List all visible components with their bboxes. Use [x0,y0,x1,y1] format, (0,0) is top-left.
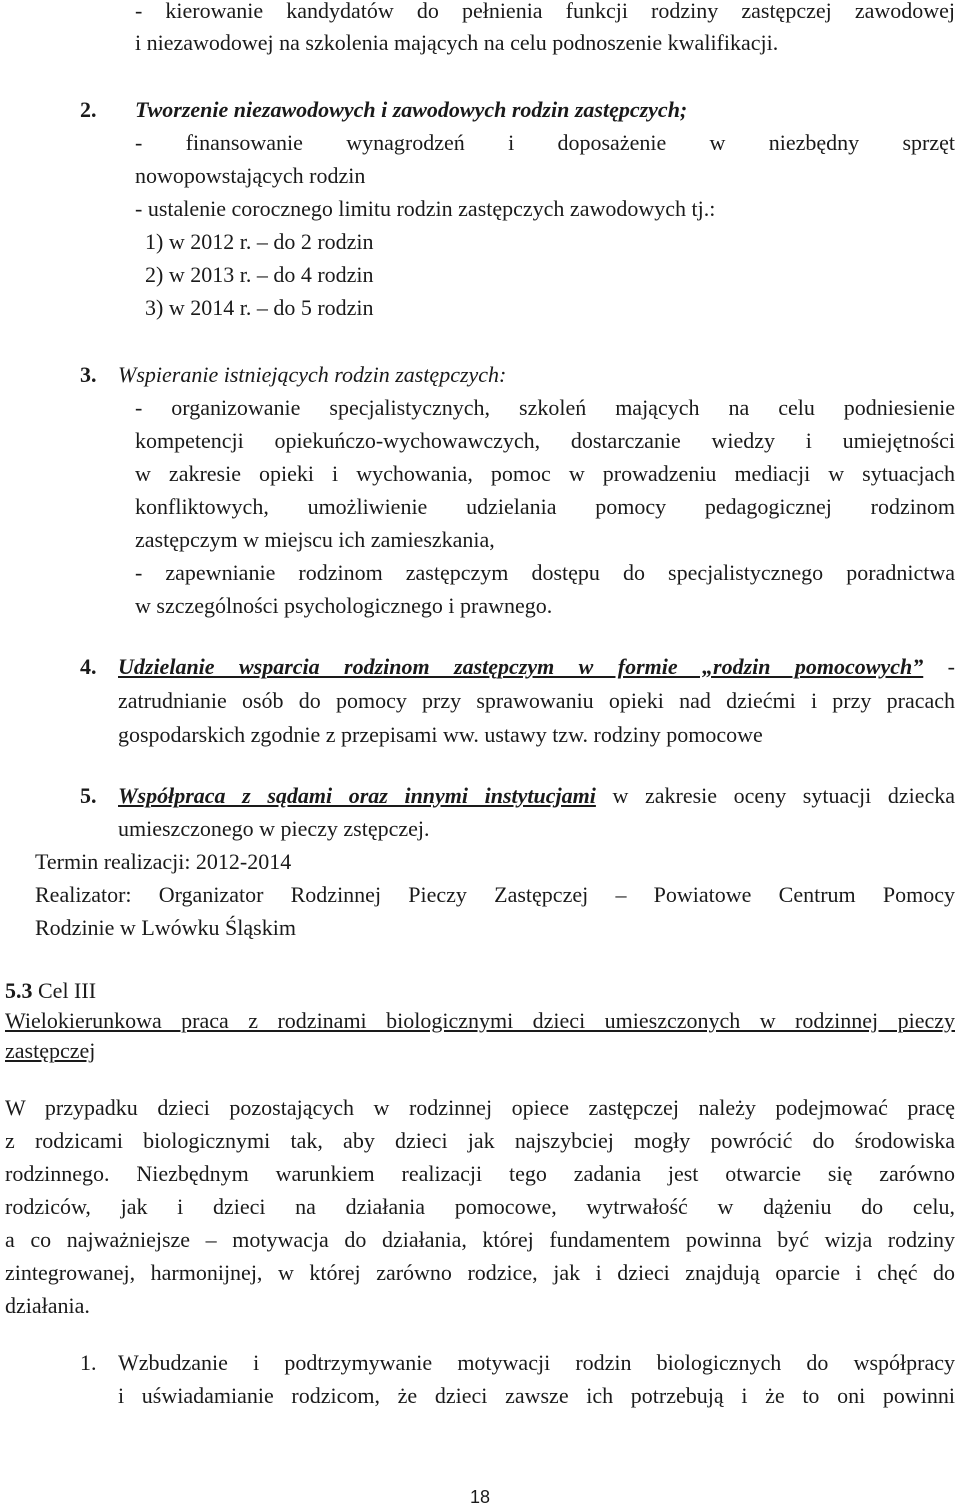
section-subtitle-line-1: Wielokierunkowa praca z rodzinami biologicznymi dzieci umieszczonych w rodzinnej pieczy [5,1008,955,1033]
intro-line-2: i niezawodowej na szkolenia mających na celu podnoszenie kwalifikacji. [135,30,779,55]
item-3-line-3: w zakresie opieki i wychowania, pomoc w prowadzeniu mediacji w sytuacjach [135,461,955,486]
list-1-line-1: Wzbudzanie i podtrzymywanie motywacji rodzin biologicznych do współpracy [118,1350,955,1375]
paragraph-line-4: rodziców, jak i dzieci na działania pomocowe, wytrwałość w dążeniu do celu, [5,1194,955,1219]
paragraph-line-2: z rodzicami biologicznymi tak, aby dzieci jak najszybciej mogły powrócić do środowiska [5,1128,955,1153]
item-5-line-1: Współpraca z sądami oraz innymi instytucjami w zakresie oceny sytuacji dziecka [118,783,956,808]
list-1-line-2: i uświadamianie rodzicom, że dzieci zawsze ich potrzebują i że to oni powinni [118,1383,955,1408]
paragraph-line-1: W przypadku dzieci pozostających w rodzinnej opiece zastępczej należy podejmować pracę [5,1095,955,1120]
paragraph-line-6: zintegrowanej, harmonijnej, w której zarówno rodzice, jak i dzieci znajdują oparcie i chęć do [5,1260,955,1285]
item-2-sub-3: 3) w 2014 r. – do 5 rodzin [145,295,374,320]
list-1-number: 1. [80,1350,97,1375]
item-2-number: 2. [80,97,97,122]
item-2-line-1: - finansowanie wynagrodzeń i doposażenie w niezbędny sprzęt [135,130,955,155]
paragraph-line-5: a co najważniejsze – motywacja do działania, której fundamentem powinna być wizja rodziny [5,1227,955,1252]
item-3-line-1: - organizowanie specjalistycznych, szkoleń mających na celu podniesienie [135,395,955,420]
paragraph-line-3: rodzinnego. Niezbędnym warunkiem realizacji tego zadania jest otwarcie się zarówno [5,1161,955,1186]
item-5-line-2: umieszczonego w pieczy zstępczej. [118,816,430,841]
item-3-line-2: kompetencji opiekuńczo-wychowawczych, dostarczanie wiedzy i umiejętności [135,428,955,453]
item-2-sub-2: 2) w 2013 r. – do 4 rodzin [145,262,374,287]
item-5-number: 5. [80,783,97,808]
section-subtitle-line-2: zastępczej [5,1038,96,1063]
paragraph-line-7: działania. [5,1293,90,1318]
item-4-line-1: zatrudnianie osób do pomocy przy sprawowaniu opieki nad dziećmi i przy pracach [118,688,955,713]
item-4-line-2: gospodarskich zgodnie z przepisami ww. ustawy tzw. rodziny pomocowe [118,722,763,747]
item-2-line-2: nowopowstających rodzin [135,163,366,188]
realizator-line-1: Realizator: Organizator Rodzinnej Pieczy Zastępczej – Powiatowe Centrum Pomocy [35,882,955,907]
item-4-number: 4. [80,654,97,679]
item-3-line-7: w szczególności psychologicznego i prawnego. [135,593,553,618]
section-heading: 5.3 Cel III [5,978,97,1003]
page-number: 18 [469,1487,491,1507]
item-2-heading: Tworzenie niezawodowych i zawodowych rodzin zastępczych; [135,97,688,122]
item-2-line-3: - ustalenie corocznego limitu rodzin zastępczych zawodowych tj.: [135,196,716,221]
item-4-heading: Udzielanie wsparcia rodzinom zastępczym w formie „rodzin pomocowych” - [118,654,955,679]
termin-realizacji: Termin realizacji: 2012-2014 [35,849,292,874]
item-3-heading: Wspieranie istniejących rodzin zastępczych: [118,362,507,387]
item-3-line-4: konfliktowych, umożliwienie udzielania pomocy pedagogicznej rodzinom [135,494,955,519]
intro-line-1: - kierowanie kandydatów do pełnienia funkcji rodziny zastępczej zawodowej [135,0,955,23]
item-3-line-5: zastępczym w miejscu ich zamieszkania, [135,527,495,552]
realizator-line-2: Rodzinie w Lwówku Śląskim [35,915,296,940]
item-2-sub-1: 1) w 2012 r. – do 2 rodzin [145,229,374,254]
item-3-number: 3. [80,362,97,387]
item-3-line-6: - zapewnianie rodzinom zastępczym dostępu do specjalistycznego poradnictwa [135,560,955,585]
